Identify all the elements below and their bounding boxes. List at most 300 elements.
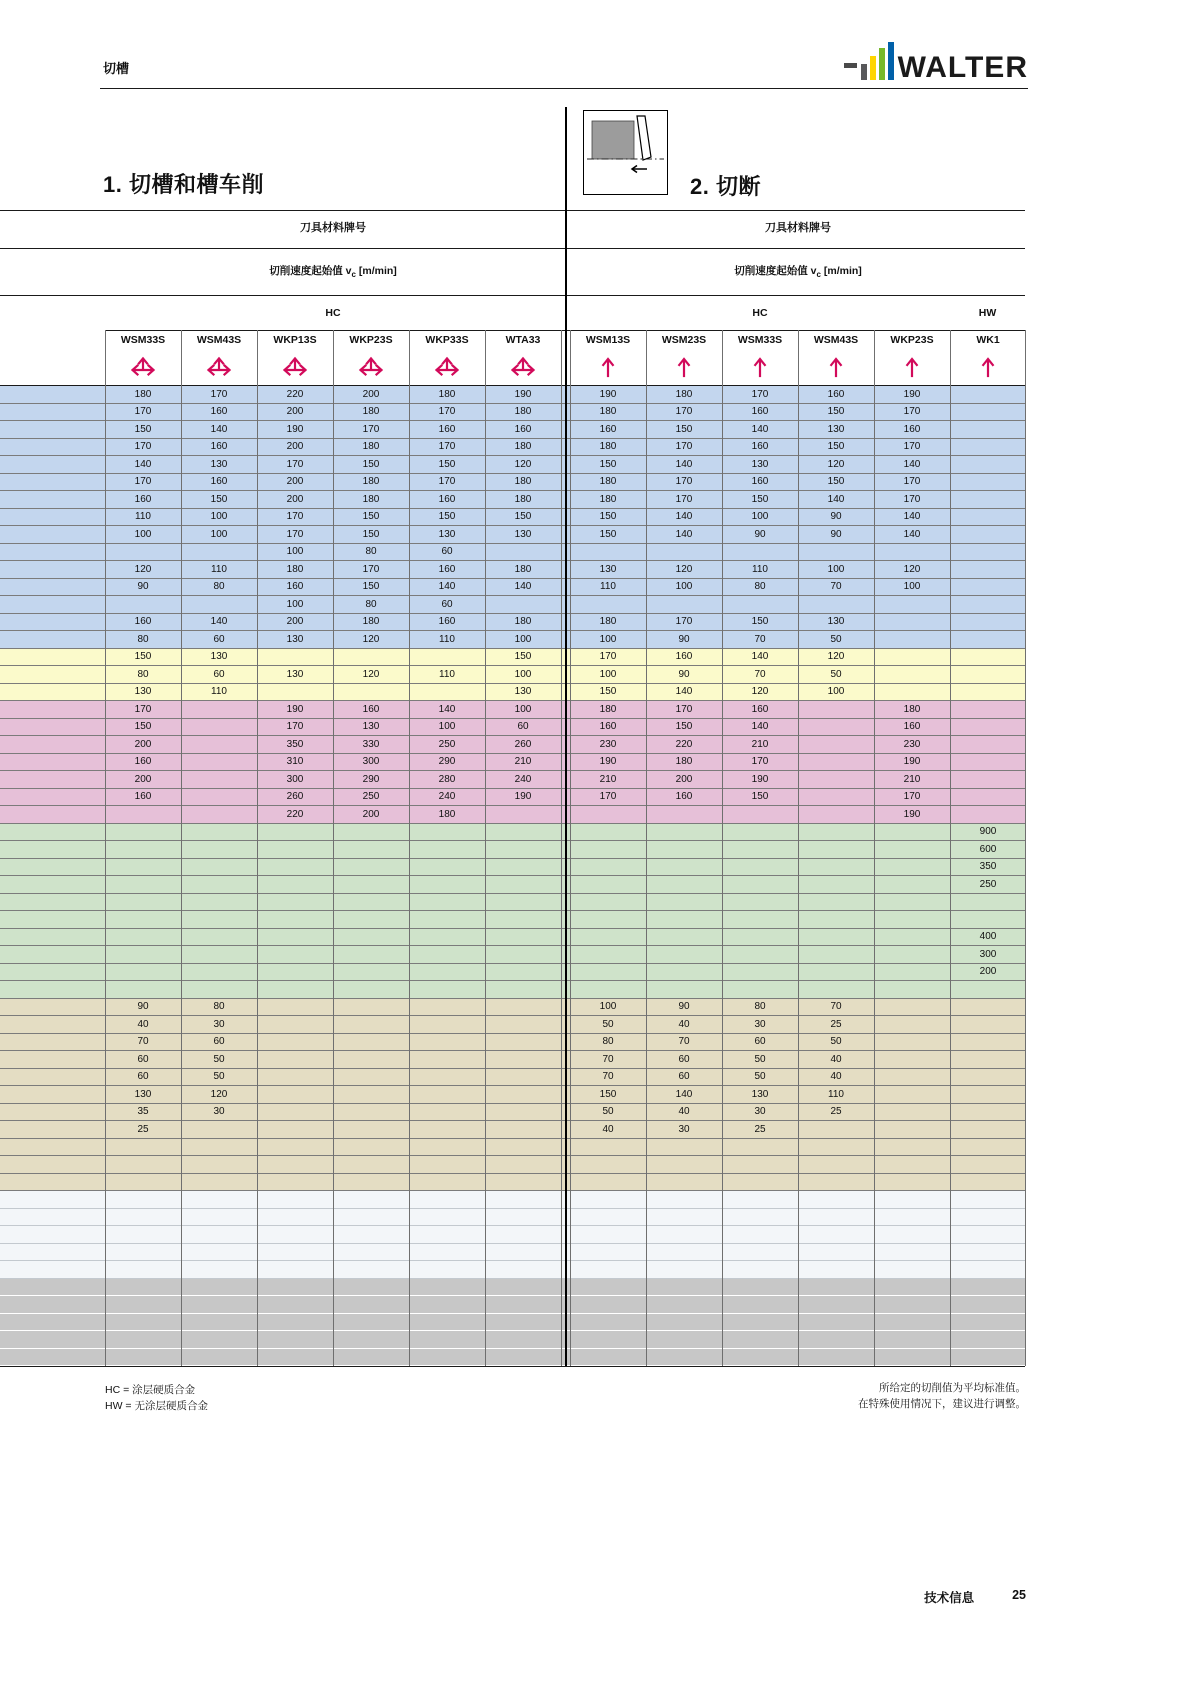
column-line	[570, 330, 571, 1366]
speed-value: 180	[514, 493, 532, 505]
table-row	[0, 719, 1025, 737]
column-line	[646, 330, 647, 1366]
table-row	[0, 596, 1025, 614]
table-row	[0, 964, 1025, 982]
speed-value: 170	[286, 511, 304, 523]
speed-value: 190	[751, 773, 769, 785]
up-arrow-icon	[570, 352, 646, 382]
speed-value: 150	[362, 581, 380, 593]
speed-label-post: [m/min]	[820, 265, 862, 277]
speed-value: 50	[602, 1018, 614, 1030]
speed-value: 90	[137, 581, 149, 593]
speed-value: 180	[514, 476, 532, 488]
speed-value: 140	[675, 458, 693, 470]
speed-value: 160	[599, 423, 617, 435]
table-row	[0, 1016, 1025, 1034]
speed-value: 100	[599, 1001, 617, 1013]
speed-value: 160	[751, 703, 769, 715]
grade-header: WSM43S	[196, 334, 242, 346]
parting-diagram-icon	[583, 110, 668, 195]
speed-value: 130	[514, 686, 532, 698]
speed-value: 170	[286, 721, 304, 733]
table-row	[0, 771, 1025, 789]
logo-bars-icon	[861, 42, 894, 80]
groove-turn-arrows-icon	[409, 352, 485, 382]
speed-value: 300	[286, 773, 304, 785]
speed-value: 160	[751, 441, 769, 453]
speed-value: 130	[134, 1088, 152, 1100]
speed-value: 220	[675, 738, 693, 750]
speed-value: 100	[514, 668, 532, 680]
speed-value: 160	[751, 476, 769, 488]
column-line	[181, 330, 182, 1366]
left-speed-header	[105, 263, 561, 279]
speed-value: 170	[134, 441, 152, 453]
right-hw-group-label: HW	[978, 307, 997, 319]
speed-value: 90	[830, 511, 842, 523]
speed-value: 150	[827, 476, 845, 488]
speed-value: 330	[362, 738, 380, 750]
speed-value: 220	[286, 808, 304, 820]
speed-value: 160	[134, 756, 152, 768]
speed-value: 180	[599, 703, 617, 715]
table-row	[0, 1244, 1025, 1262]
speed-value: 160	[362, 703, 380, 715]
speed-value: 25	[830, 1018, 842, 1030]
logo-dash-icon	[844, 63, 857, 68]
table-row	[0, 806, 1025, 824]
up-arrow-icon	[874, 352, 950, 382]
logo-bar-icon	[870, 56, 876, 80]
speed-value: 140	[751, 423, 769, 435]
groove-turn-arrows-icon	[257, 352, 333, 382]
speed-value: 90	[830, 528, 842, 540]
speed-value: 130	[362, 721, 380, 733]
speed-value: 150	[675, 423, 693, 435]
speed-label-sub: c	[351, 270, 356, 280]
table-row	[0, 1174, 1025, 1192]
speed-value: 180	[675, 756, 693, 768]
section-divider	[565, 107, 567, 1366]
speed-value: 210	[903, 773, 921, 785]
speed-value: 170	[438, 441, 456, 453]
column-line	[561, 330, 562, 1366]
parting-diagram-svg	[584, 111, 667, 194]
speed-value: 140	[827, 493, 845, 505]
table-row	[0, 526, 1025, 544]
speed-value: 130	[827, 616, 845, 628]
speed-value: 110	[752, 563, 768, 575]
speed-value: 130	[751, 458, 769, 470]
table-row	[0, 1051, 1025, 1069]
speed-value: 160	[134, 791, 152, 803]
table-row	[0, 421, 1025, 439]
speed-value: 170	[903, 406, 921, 418]
speed-value: 30	[213, 1018, 225, 1030]
speed-value: 210	[514, 756, 532, 768]
speed-value: 170	[675, 493, 693, 505]
grade-header: WSM33S	[120, 334, 166, 346]
speed-value: 80	[365, 546, 377, 558]
speed-value: 150	[751, 791, 769, 803]
speed-value: 200	[979, 966, 997, 978]
header-rule	[100, 88, 1028, 89]
speed-value: 250	[979, 878, 997, 890]
right-speed-header	[570, 263, 1026, 279]
speed-value: 230	[599, 738, 617, 750]
data-grid	[0, 386, 1025, 1366]
speed-value: 110	[828, 1088, 844, 1100]
speed-value: 290	[362, 773, 380, 785]
speed-value: 140	[751, 651, 769, 663]
speed-value: 120	[827, 651, 845, 663]
speed-value: 100	[286, 598, 304, 610]
column-line	[485, 330, 486, 1366]
table-row	[0, 946, 1025, 964]
table-rule	[0, 248, 1025, 249]
speed-value: 60	[441, 598, 453, 610]
speed-value: 210	[599, 773, 617, 785]
table-row	[0, 1086, 1025, 1104]
speed-value: 50	[213, 1053, 225, 1065]
left-material-header: 刀具材料牌号	[300, 222, 366, 234]
page-number: 25	[1012, 1588, 1026, 1602]
speed-value: 230	[903, 738, 921, 750]
speed-value: 600	[979, 843, 997, 855]
right-material-header: 刀具材料牌号	[765, 222, 831, 234]
table-rule	[0, 295, 1025, 296]
speed-value: 110	[439, 633, 455, 645]
speed-value: 170	[210, 388, 228, 400]
speed-value: 160	[210, 441, 228, 453]
speed-value: 220	[286, 388, 304, 400]
speed-value: 50	[754, 1071, 766, 1083]
table-rule	[0, 1366, 1025, 1367]
speed-value: 130	[286, 668, 304, 680]
speed-value: 130	[438, 528, 456, 540]
logo-text: WALTER	[897, 50, 1028, 84]
speed-value: 50	[830, 1036, 842, 1048]
speed-value: 190	[903, 808, 921, 820]
speed-value: 150	[599, 1088, 617, 1100]
speed-value: 200	[286, 476, 304, 488]
speed-value: 120	[514, 458, 532, 470]
table-row	[0, 1191, 1025, 1209]
speed-value: 100	[675, 581, 693, 593]
speed-value: 180	[514, 563, 532, 575]
logo-bar-icon	[888, 42, 894, 80]
speed-value: 170	[675, 616, 693, 628]
speed-value: 160	[438, 493, 456, 505]
speed-value: 130	[827, 423, 845, 435]
speed-value: 190	[514, 388, 532, 400]
table-row	[0, 509, 1025, 527]
speed-value: 90	[678, 668, 690, 680]
table-row	[0, 1226, 1025, 1244]
speed-value: 290	[438, 756, 456, 768]
speed-value: 60	[517, 721, 529, 733]
table-row	[0, 1069, 1025, 1087]
speed-value: 140	[438, 581, 456, 593]
speed-value: 60	[441, 546, 453, 558]
speed-value: 160	[134, 493, 152, 505]
speed-value: 170	[751, 756, 769, 768]
speed-value: 190	[903, 388, 921, 400]
speed-value: 350	[979, 861, 997, 873]
speed-value: 140	[134, 458, 152, 470]
speed-value: 60	[213, 633, 225, 645]
speed-value: 100	[134, 528, 152, 540]
speed-value: 140	[903, 458, 921, 470]
speed-value: 160	[438, 423, 456, 435]
speed-value: 130	[134, 686, 152, 698]
speed-value: 140	[903, 528, 921, 540]
speed-value: 100	[751, 511, 769, 523]
speed-value: 150	[751, 493, 769, 505]
table-row	[0, 1209, 1025, 1227]
speed-value: 150	[599, 686, 617, 698]
speed-value: 100	[827, 563, 845, 575]
speed-value: 180	[362, 441, 380, 453]
speed-value: 150	[362, 528, 380, 540]
speed-value: 180	[362, 616, 380, 628]
speed-value: 40	[830, 1053, 842, 1065]
speed-value: 80	[137, 633, 149, 645]
speed-value: 50	[754, 1053, 766, 1065]
table-row	[0, 491, 1025, 509]
speed-value: 150	[514, 511, 532, 523]
up-arrow-icon	[722, 352, 798, 382]
speed-value: 50	[830, 633, 842, 645]
table-row	[0, 439, 1025, 457]
speed-value: 180	[362, 406, 380, 418]
table-row	[0, 876, 1025, 894]
speed-value: 180	[438, 808, 456, 820]
speed-value: 120	[210, 1088, 228, 1100]
speed-value: 80	[365, 598, 377, 610]
speed-value: 900	[979, 826, 997, 838]
speed-value: 40	[678, 1106, 690, 1118]
left-hc-group-label: HC	[325, 307, 341, 319]
speed-value: 170	[675, 476, 693, 488]
speed-value: 150	[827, 441, 845, 453]
speed-value: 170	[438, 406, 456, 418]
speed-value: 160	[903, 721, 921, 733]
speed-value: 40	[678, 1018, 690, 1030]
table-row	[0, 614, 1025, 632]
speed-value: 150	[210, 493, 228, 505]
speed-value: 100	[903, 581, 921, 593]
speed-value: 300	[362, 756, 380, 768]
speed-value: 190	[903, 756, 921, 768]
speed-value: 170	[903, 493, 921, 505]
speed-value: 80	[137, 668, 149, 680]
table-row	[0, 1296, 1025, 1314]
speed-value: 120	[675, 563, 693, 575]
legend-hc: HC = 涂层硬质合金	[105, 1384, 196, 1396]
speed-value: 170	[134, 476, 152, 488]
grade-header: WKP23S	[890, 334, 934, 346]
speed-value: 160	[751, 406, 769, 418]
speed-value: 190	[599, 756, 617, 768]
legend	[105, 1382, 208, 1415]
speed-value: 260	[514, 738, 532, 750]
grade-header: WSM23S	[661, 334, 707, 346]
table-row	[0, 1104, 1025, 1122]
speed-value: 160	[903, 423, 921, 435]
speed-value: 180	[675, 388, 693, 400]
column-line	[950, 330, 951, 1366]
speed-value: 140	[210, 616, 228, 628]
speed-value: 310	[286, 756, 304, 768]
speed-value: 150	[599, 458, 617, 470]
speed-value: 240	[514, 773, 532, 785]
speed-value: 130	[751, 1088, 769, 1100]
speed-value: 350	[286, 738, 304, 750]
table-row	[0, 474, 1025, 492]
table-row	[0, 579, 1025, 597]
speed-value: 110	[135, 511, 151, 523]
table-row	[0, 999, 1025, 1017]
speed-value: 180	[599, 441, 617, 453]
speed-value: 190	[514, 791, 532, 803]
speed-value: 150	[438, 511, 456, 523]
speed-value: 90	[137, 1001, 149, 1013]
speed-value: 100	[514, 633, 532, 645]
speed-value: 170	[751, 388, 769, 400]
grade-header: WK1	[976, 334, 1000, 346]
table-row	[0, 789, 1025, 807]
speed-value: 190	[286, 703, 304, 715]
speed-value: 150	[362, 458, 380, 470]
grade-header: WSM33S	[737, 334, 783, 346]
table-row	[0, 701, 1025, 719]
speed-value: 180	[514, 616, 532, 628]
speed-value: 170	[362, 563, 380, 575]
speed-value: 140	[903, 511, 921, 523]
up-arrow-icon	[646, 352, 722, 382]
grade-header: WKP33S	[425, 334, 469, 346]
speed-value: 180	[599, 493, 617, 505]
speed-value: 100	[514, 703, 532, 715]
right-hc-group-label: HC	[752, 307, 768, 319]
speed-value: 40	[602, 1123, 614, 1135]
speed-value: 170	[362, 423, 380, 435]
table-row	[0, 544, 1025, 562]
speed-value: 150	[751, 616, 769, 628]
speed-value: 300	[979, 948, 997, 960]
speed-value: 180	[599, 406, 617, 418]
speed-value: 60	[754, 1036, 766, 1048]
speed-value: 120	[827, 458, 845, 470]
speed-value: 180	[514, 406, 532, 418]
column-line	[1025, 330, 1026, 1366]
speed-value: 90	[678, 633, 690, 645]
speed-value: 180	[286, 563, 304, 575]
speed-value: 160	[286, 581, 304, 593]
groove-turn-arrows-icon	[105, 352, 181, 382]
speed-value: 170	[675, 406, 693, 418]
table-row	[0, 841, 1025, 859]
speed-value: 160	[675, 791, 693, 803]
speed-value: 150	[438, 458, 456, 470]
speed-value: 110	[211, 563, 227, 575]
speed-value: 120	[134, 563, 152, 575]
footer-section-label: 技术信息	[924, 1591, 975, 1605]
speed-value: 25	[830, 1106, 842, 1118]
speed-value: 70	[602, 1053, 614, 1065]
speed-value: 60	[213, 668, 225, 680]
speed-value: 70	[754, 633, 766, 645]
speed-label-pre: 切削速度起始值 v	[734, 265, 817, 277]
speed-value: 70	[678, 1036, 690, 1048]
grade-header: WSM43S	[813, 334, 859, 346]
speed-value: 200	[134, 738, 152, 750]
speed-value: 170	[903, 791, 921, 803]
table-row	[0, 754, 1025, 772]
speed-value: 200	[675, 773, 693, 785]
speed-value: 210	[751, 738, 769, 750]
table-row	[0, 561, 1025, 579]
speed-label-pre: 切削速度起始值 v	[269, 265, 352, 277]
grade-header: WTA33	[505, 334, 541, 346]
speed-value: 70	[830, 1001, 842, 1013]
speed-value: 180	[438, 388, 456, 400]
speed-value: 60	[213, 1036, 225, 1048]
groove-turn-arrows-icon	[181, 352, 257, 382]
speed-value: 160	[134, 616, 152, 628]
speed-value: 160	[675, 651, 693, 663]
speed-value: 150	[134, 651, 152, 663]
speed-value: 240	[438, 791, 456, 803]
column-line	[874, 330, 875, 1366]
speed-value: 180	[362, 493, 380, 505]
speed-value: 100	[599, 633, 617, 645]
speed-value: 130	[286, 633, 304, 645]
legend-hw: HW = 无涂层硬质合金	[105, 1400, 208, 1413]
speed-value: 260	[286, 791, 304, 803]
speed-value: 150	[514, 651, 532, 663]
disclaimer	[858, 1380, 1026, 1413]
speed-value: 160	[827, 388, 845, 400]
groove-turn-arrows-icon	[485, 352, 561, 382]
speed-value: 130	[599, 563, 617, 575]
table-row	[0, 649, 1025, 667]
speed-value: 160	[210, 406, 228, 418]
table-row	[0, 1331, 1025, 1349]
speed-value: 130	[514, 528, 532, 540]
speed-value: 150	[362, 511, 380, 523]
speed-value: 30	[213, 1106, 225, 1118]
speed-value: 140	[675, 511, 693, 523]
speed-value: 50	[830, 668, 842, 680]
grade-header: WSM13S	[585, 334, 631, 346]
speed-value: 180	[599, 476, 617, 488]
table-row	[0, 1261, 1025, 1279]
section-2-title: 2. 切断	[690, 174, 761, 199]
speed-value: 140	[514, 581, 532, 593]
speed-value: 170	[675, 703, 693, 715]
speed-value: 25	[754, 1123, 766, 1135]
table-row	[0, 911, 1025, 929]
speed-value: 170	[134, 406, 152, 418]
speed-value: 150	[827, 406, 845, 418]
speed-value: 150	[599, 511, 617, 523]
page-header-label: 切槽	[103, 61, 130, 76]
speed-value: 80	[754, 1001, 766, 1013]
column-line	[409, 330, 410, 1366]
speed-value: 100	[827, 686, 845, 698]
